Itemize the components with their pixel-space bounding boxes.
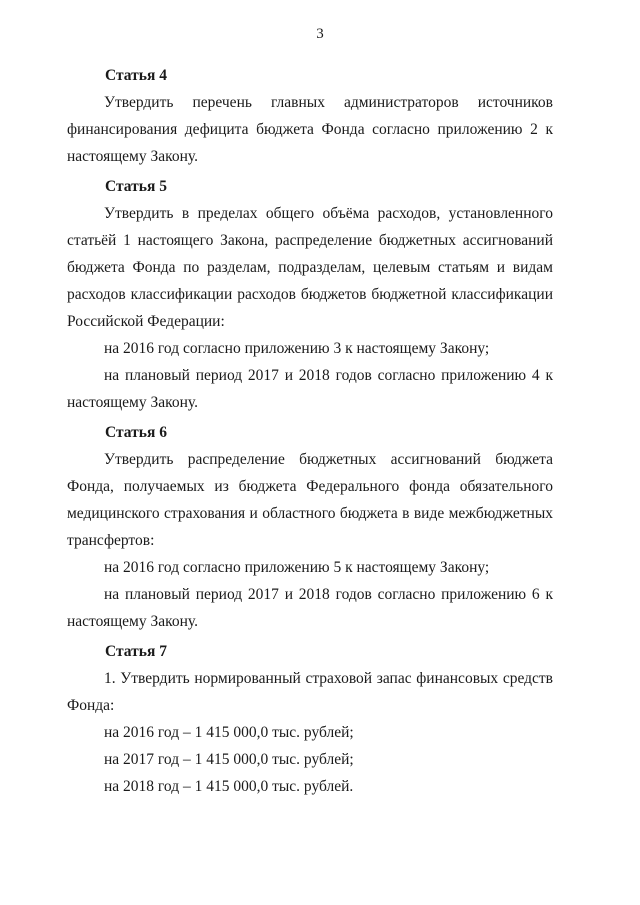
article-6-item-1: на 2016 год согласно приложению 5 к настоящему Закону; xyxy=(104,559,490,576)
article-4-heading: Статья 4 xyxy=(105,67,167,84)
article-5-text: Утвердить в пределах общего объёма расходов, установленного статьёй 1 настоящего Закона, распределение бюджетных ассигнований бюджета Фонда по разделам, подразделам, целевым статьям и видам расходов классификации расходов бюджетов бюджетной классификации Российской Федерации: xyxy=(67,205,553,330)
article-5-item-2: на плановый период 2017 и 2018 годов согласно приложению 4 к настоящему Закону. xyxy=(67,367,553,411)
page-number: 3 xyxy=(316,26,324,42)
article-6-heading: Статья 6 xyxy=(105,424,167,441)
article-5-heading: Статья 5 xyxy=(105,178,167,195)
article-7-item-2: на 2017 год – 1 415 000,0 тыс. рублей; xyxy=(104,751,354,768)
article-4-text: Утвердить перечень главных администраторов источников финансирования дефицита бюджета Фонда согласно приложению 2 к настоящему Закону. xyxy=(67,94,553,165)
article-7-item-1: на 2016 год – 1 415 000,0 тыс. рублей; xyxy=(104,724,354,741)
article-6-item-2: на плановый период 2017 и 2018 годов согласно приложению 6 к настоящему Закону. xyxy=(67,586,553,630)
article-7-heading: Статья 7 xyxy=(105,643,167,660)
document-body xyxy=(67,62,553,800)
article-7-item-3: на 2018 год – 1 415 000,0 тыс. рублей. xyxy=(104,778,354,795)
article-5-item-1: на 2016 год согласно приложению 3 к настоящему Закону; xyxy=(104,340,490,357)
article-7-text: 1. Утвердить нормированный страховой запас финансовых средств Фонда: xyxy=(67,670,553,714)
article-6-text: Утвердить распределение бюджетных ассигнований бюджета Фонда, получаемых из бюджета Федерального фонда обязательного медицинского страхования и областного бюджета в виде межбюджетных трансфертов: xyxy=(67,451,553,549)
